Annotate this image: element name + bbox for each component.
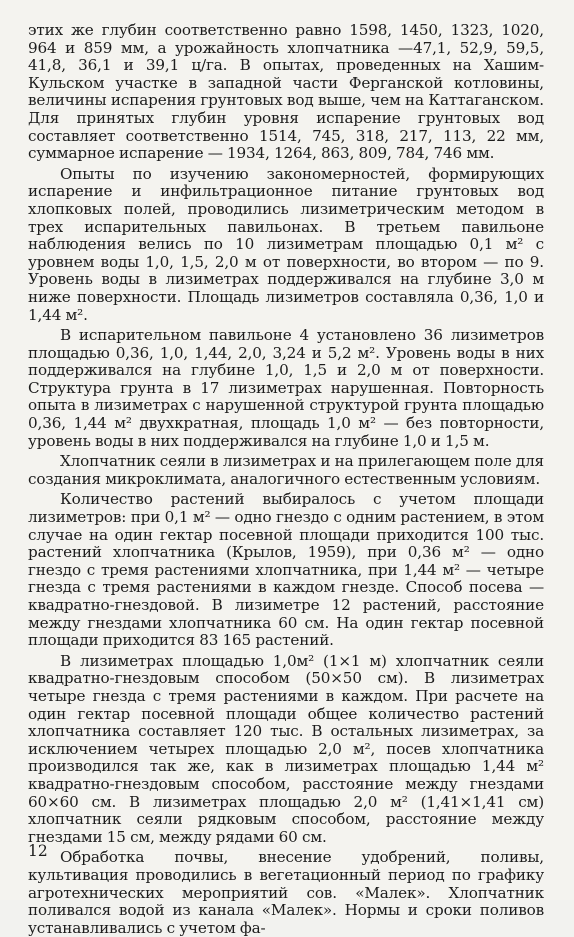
paragraph-5: Количество растений выбиралось с учетом площади лизиметров: при 0,1 м² — одно гнездо с одним растением, в этом случае на один гектар посевной площади приходится 100 тыс. растений хлопчатника (Крылов, 1959), при 0,36 м² — одно гнездо с тремя растениями хлопчатника, при 1,44 м² — четыре гнезда с тремя растениями в каждом гнезде. Способ посева — квадратно-гнездовой. В лизиметре 12 растений, расстояние между гнездами хлопчатника 60 см. На один гектар посевной площади приходится 83 165 растений. <box>28 490 544 650</box>
paragraph-3: В испарительном павильоне 4 установлено 36 лизиметров площадью 0,36, 1,0, 1,44, 2,0, 3,24 и 5,2 м². Уровень воды в них поддерживался на глубине 1,0, 1,5 и 2,0 м от поверхности. Структура грунта в 17 лизиметрах нарушенная. Повторность опыта в лизиметрах с нарушенной структурой грунта площадью 0,36, 1,44 м² двухкратная, площадь 1,0 м² — без повторности, уровень воды в них поддерживался на глубине 1,0 и 1,5 м. <box>28 326 544 450</box>
paragraph-6: В лизиметрах площадью 1,0м² (1×1 м) хлопчатник сеяли квадратно-гнездовым способом (50×50 см). В лизиметрах четыре гнезда с тремя растениями в каждом. При расчете на один гектар посевной площади общее количество растений хлопчатника составляет 120 тыс. В остальных лизиметрах, за исключением четырех площадью 2,0 м², посев хлопчатника производился так же, как в лизиметрах площадью 1,44 м² квадратно-гнездовым способом, расстояние между гнездами 60×60 см. В лизиметрах площадью 2,0 м² (1,41×1,41 см) хлопчатник сеяли рядковым способом, расстояние между гнездами 15 см, между рядами 60 см. <box>28 651 544 846</box>
paragraph-7: Обработка почвы, внесение удобрений, поливы, культивация проводились в вегетационный период по графику агротехнических мероприятий сов. «Малек». Хлопчатник поливался водой из канала «Малек». Нормы и сроки поливов устанавливались с учетом фа- <box>28 848 544 937</box>
paragraph-2: Опыты по изучению закономерностей, формирующих испарение и инфильтрационное питание грунтовых вод хлопковых полей, проводились лизиметрическим методом в трех испарительных павильонах. В третьем павильоне наблюдения велись по 10 лизиметрам площадью 0,1 м² с уровнем воды 1,0, 1,5, 2,0 м от поверхности, во втором — по 9. Уровень воды в лизиметрах поддерживался на глубине 3,0 м ниже поверхности. Площадь лизиметров составляла 0,36, 1,0 и 1,44 м². <box>28 164 544 324</box>
paragraph-4: Хлопчатник сеяли в лизиметрах и на прилегающем поле для создания микроклимата, аналогичного естественным условиям. <box>28 452 544 488</box>
page-number: 12 <box>28 842 48 860</box>
paragraph-1: этих же глубин соответственно равно 1598, 1450, 1323, 1020, 964 и 859 мм, а урожайность хлопчатника —47,1, 52,9, 59,5, 41,8, 36,1 и 39,1 ц/га. В опытах, проведенных на Хашим-Кульском участке в западной части Ферганской котловины, величины испарения грунтовых вод выше, чем на Каттаганском. Для принятых глубин уровня испарение грунтовых вод составляет соответственно 1514, 745, 318, 217, 113, 22 мм, суммарное испарение — 1934, 1264, 863, 809, 784, 746 мм. <box>28 21 544 163</box>
body-text <box>28 22 544 937</box>
